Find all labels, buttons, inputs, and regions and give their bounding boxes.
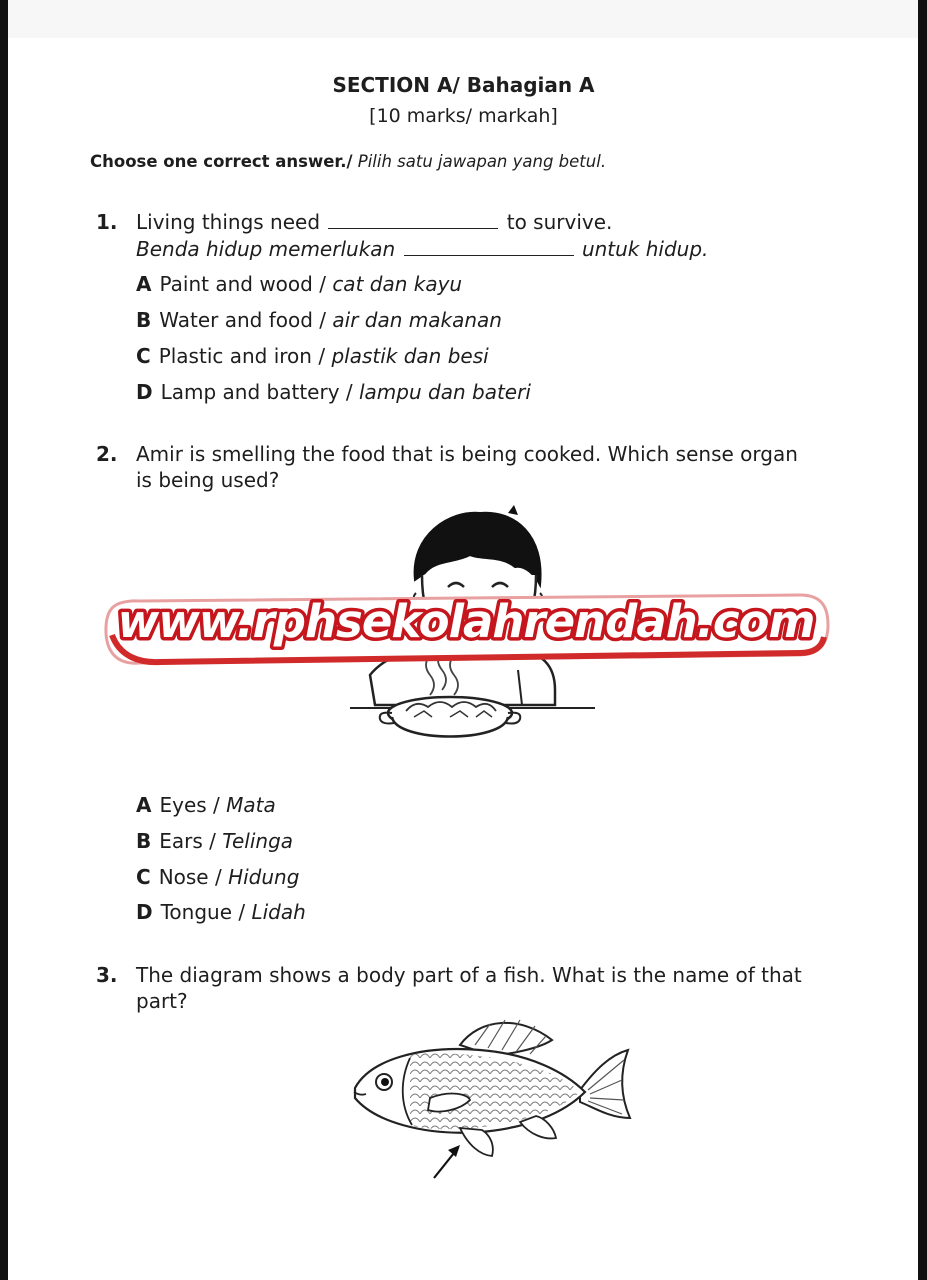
question-3-line-2: part? <box>136 989 188 1013</box>
section-title: SECTION A/ Bahagian A <box>332 73 595 97</box>
q2-option-d[interactable] <box>136 900 306 924</box>
instruction-malay: Pilih satu jawapan yang betul. <box>352 152 607 171</box>
instruction <box>90 152 606 171</box>
q1-ms-after: untuk hidup. <box>581 237 709 261</box>
option-letter: C <box>136 344 151 368</box>
fish-icon <box>340 1010 640 1185</box>
q1-option-c[interactable] <box>136 344 489 368</box>
q1-option-a[interactable] <box>136 272 462 296</box>
question-1-number: 1. <box>96 210 118 234</box>
option-malay: cat dan kayu <box>332 272 463 296</box>
question-3-number: 3. <box>96 963 118 987</box>
option-english: Nose / <box>158 865 222 889</box>
question-1-line-1 <box>136 210 612 234</box>
question-2-line-2: is being used? <box>136 468 280 492</box>
answer-blank <box>328 210 498 229</box>
q1-text-after: to survive. <box>506 210 613 234</box>
instruction-english: Choose one correct answer./ <box>90 152 353 171</box>
option-letter: D <box>136 380 153 404</box>
option-letter: D <box>136 900 153 924</box>
option-malay: Hidung <box>228 865 300 889</box>
option-letter: A <box>136 793 152 817</box>
option-malay: air dan makanan <box>332 308 502 332</box>
watermark-text: www.rphsekolahrendah.com <box>117 595 815 648</box>
watermark-banner <box>100 575 835 675</box>
option-english: Ears / <box>159 829 216 853</box>
option-malay: plastik dan besi <box>331 344 489 368</box>
option-english: Paint and wood / <box>159 272 326 296</box>
q1-option-b[interactable] <box>136 308 502 332</box>
option-english: Tongue / <box>160 900 246 924</box>
page-edge-right <box>918 0 927 1280</box>
q2-option-a[interactable] <box>136 793 276 817</box>
answer-blank <box>404 237 574 256</box>
q1-text-before: Living things need <box>136 210 321 234</box>
q1-ms-before: Benda hidup memerlukan <box>136 237 396 261</box>
q1-option-d[interactable] <box>136 380 531 404</box>
question-1-line-2 <box>136 237 708 261</box>
option-letter: A <box>136 272 152 296</box>
option-english: Lamp and battery / <box>160 380 353 404</box>
section-marks: [10 marks/ markah] <box>369 105 558 127</box>
q2-option-c[interactable] <box>136 865 299 889</box>
option-malay: Lidah <box>251 900 306 924</box>
option-letter: B <box>136 829 152 853</box>
option-malay: Telinga <box>222 829 294 853</box>
option-letter: C <box>136 865 151 889</box>
page-edge-left <box>0 0 8 1280</box>
page-top-band <box>8 0 918 38</box>
question-2-number: 2. <box>96 442 118 466</box>
question-3-line-1: The diagram shows a body part of a fish. What is the name of that <box>136 963 802 987</box>
question-2-line-1: Amir is smelling the food that is being cooked. Which sense organ <box>136 442 798 466</box>
option-malay: Mata <box>226 793 276 817</box>
option-malay: lampu dan bateri <box>358 380 531 404</box>
q2-option-b[interactable] <box>136 829 293 853</box>
option-english: Eyes / <box>159 793 220 817</box>
option-letter: B <box>136 308 152 332</box>
option-english: Plastic and iron / <box>158 344 326 368</box>
option-english: Water and food / <box>159 308 327 332</box>
